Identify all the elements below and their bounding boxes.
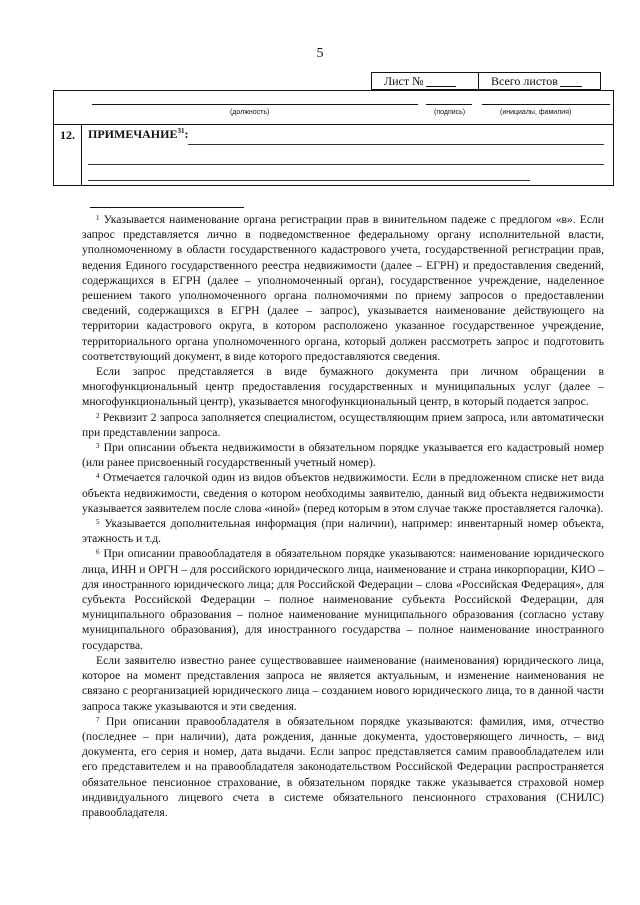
signature-caption: (подпись)	[434, 109, 466, 116]
form-table	[53, 90, 614, 186]
note-row	[54, 124, 613, 185]
footnote-4	[82, 470, 604, 516]
position-line	[92, 104, 418, 105]
footnote-text: Если запрос представляется в виде бумажного документа при личном обращении в многофункциональный центр предоставления государственных и муниципальных услуг (далее – многофункциональный центр), указывается многофункциональный центр, в который подается запрос.	[82, 365, 604, 409]
footnote-text: Указывается дополнительная информация (при наличии), например: инвентарный номер объекта, этажность и т.д.	[82, 517, 604, 546]
footnote-text: При описании объекта недвижимости в обязательном порядке указывается его кадастровый номер (или ранее присвоенный государственный учетный номер).	[82, 441, 604, 470]
note-title-text: ПРИМЕЧАНИЕ	[88, 127, 178, 141]
note-line-1	[188, 144, 604, 145]
footnote-text: Если заявителю известно ранее существовавшее наименование (наименования) юридического лица, которое на момент представления запроса не является актуальным, и изменение наименования не связано с реорганизацией юридического лица – созданием нового юридического лица, то в данной части запроса также указываются и эти сведения.	[82, 653, 604, 713]
footnote-text: При описании правообладателя в обязательном порядке указываются: наименование юридического лица, ИНН и ОРГН – для российского юридического лица, наименование и страна инкорпорации, КИО – для иностранного юридического лица; для Российской Федерации – слова «Российская Федерация», для субъекта Российской Федерации – полное наименование субъекта Российской Федерации, для муниципального образования – полное наименование муниципального образования (согласно уставу муниципального образования), для иностранного государства – полное наименование иностранного государства.	[82, 547, 604, 652]
footnote-text: Отмечается галочкой один из видов объектов недвижимости. Если в предложенном списке нет вида объекта недвижимости, сведения о котором необходимы заявителю, данный вид объекта недвижимости указывается заявителем после слова «иной» (перед которым в этом случае также проставляется галочка).	[82, 471, 604, 515]
sheet-info-box	[371, 72, 601, 90]
footnote-marker: 3	[96, 442, 100, 451]
footnote-6-continued	[82, 653, 604, 714]
footnote-marker: 7	[96, 715, 100, 724]
sheet-total-label: Всего листов	[491, 73, 558, 88]
footnote-text: Указывается наименование органа регистрации прав в винительном падеже с предлогом «в». Если запрос представляется лично в подведомственное федеральному органу исполнительной власти, уполномоченному в области государственного кадастрового учета, государственной регистрации прав, ведения Единого государственного реестра недвижимости (далее – ЕГРН) и предоставления сведений, содержащихся в ЕГРН (далее – уполномоченный орган), государственное учреждение, наделенное решением такого уполномоченного органа полномочиями по приему запросов о предоставлении сведений, содержащихся в ЕГРН (далее – запрос), указывается наименование действующего на территории кадастрового округа, в котором расположено указанное государственное учреждение, территориального органа уполномоченного органа, который должен рассмотреть запрос и подготовить соответствующий документ, в виде которого предоставляются сведения.	[82, 213, 605, 363]
sheet-total-blank	[560, 75, 582, 87]
note-footnote-ref: 31	[177, 127, 185, 135]
note-row-number: 12.	[54, 124, 82, 185]
footnote-6	[82, 546, 604, 652]
page-number: 5	[316, 46, 324, 61]
footnote-text: При описании правообладателя в обязательном порядке указываются: фамилия, имя, отчество (последнее – при наличии), дата рождения, данные документа, удостоверяющего личность, – вид документа, его серия и номер, дата выдачи. Если запрос представляется самим правообладателем или его представителем и на правообладателя законодательством Российской Федерации распространяется обязательное пенсионное страхование, в обязательном порядке также указывается страховой номер индивидуального лицевого счета в системе обязательного пенсионного страхования (СНИЛС) правообладателя.	[82, 714, 604, 819]
signature-line	[426, 104, 472, 105]
footnote-marker: 6	[96, 548, 100, 557]
note-title-colon: :	[184, 127, 189, 141]
sheet-total-cell	[478, 73, 600, 89]
footnote-marker: 1	[96, 214, 100, 222]
footnote-marker: 5	[96, 518, 100, 527]
footnote-separator	[90, 207, 244, 208]
note-line-3	[88, 180, 530, 181]
sheet-number-cell	[372, 73, 478, 89]
note-title	[88, 127, 188, 142]
footnote-1	[82, 212, 604, 364]
footnote-1-continued	[82, 364, 604, 410]
footnote-marker: 4	[96, 472, 100, 481]
footnote-marker: 2	[96, 411, 100, 420]
signature-row	[54, 91, 613, 125]
footnotes	[82, 212, 604, 820]
name-caption: (инициалы, фамилия)	[500, 109, 572, 116]
position-caption: (должность)	[230, 109, 270, 116]
name-line	[482, 104, 610, 105]
footnote-2	[82, 410, 604, 440]
sheet-number-blank	[426, 75, 456, 87]
footnote-text: Реквизит 2 запроса заполняется специалистом, осуществляющим прием запроса, или автоматически при представлении запроса.	[82, 410, 604, 439]
note-line-2	[88, 164, 604, 165]
footnote-5	[82, 516, 604, 546]
sheet-number-label: Лист №	[384, 73, 424, 88]
footnote-7	[82, 714, 604, 820]
footnote-3	[82, 440, 604, 470]
